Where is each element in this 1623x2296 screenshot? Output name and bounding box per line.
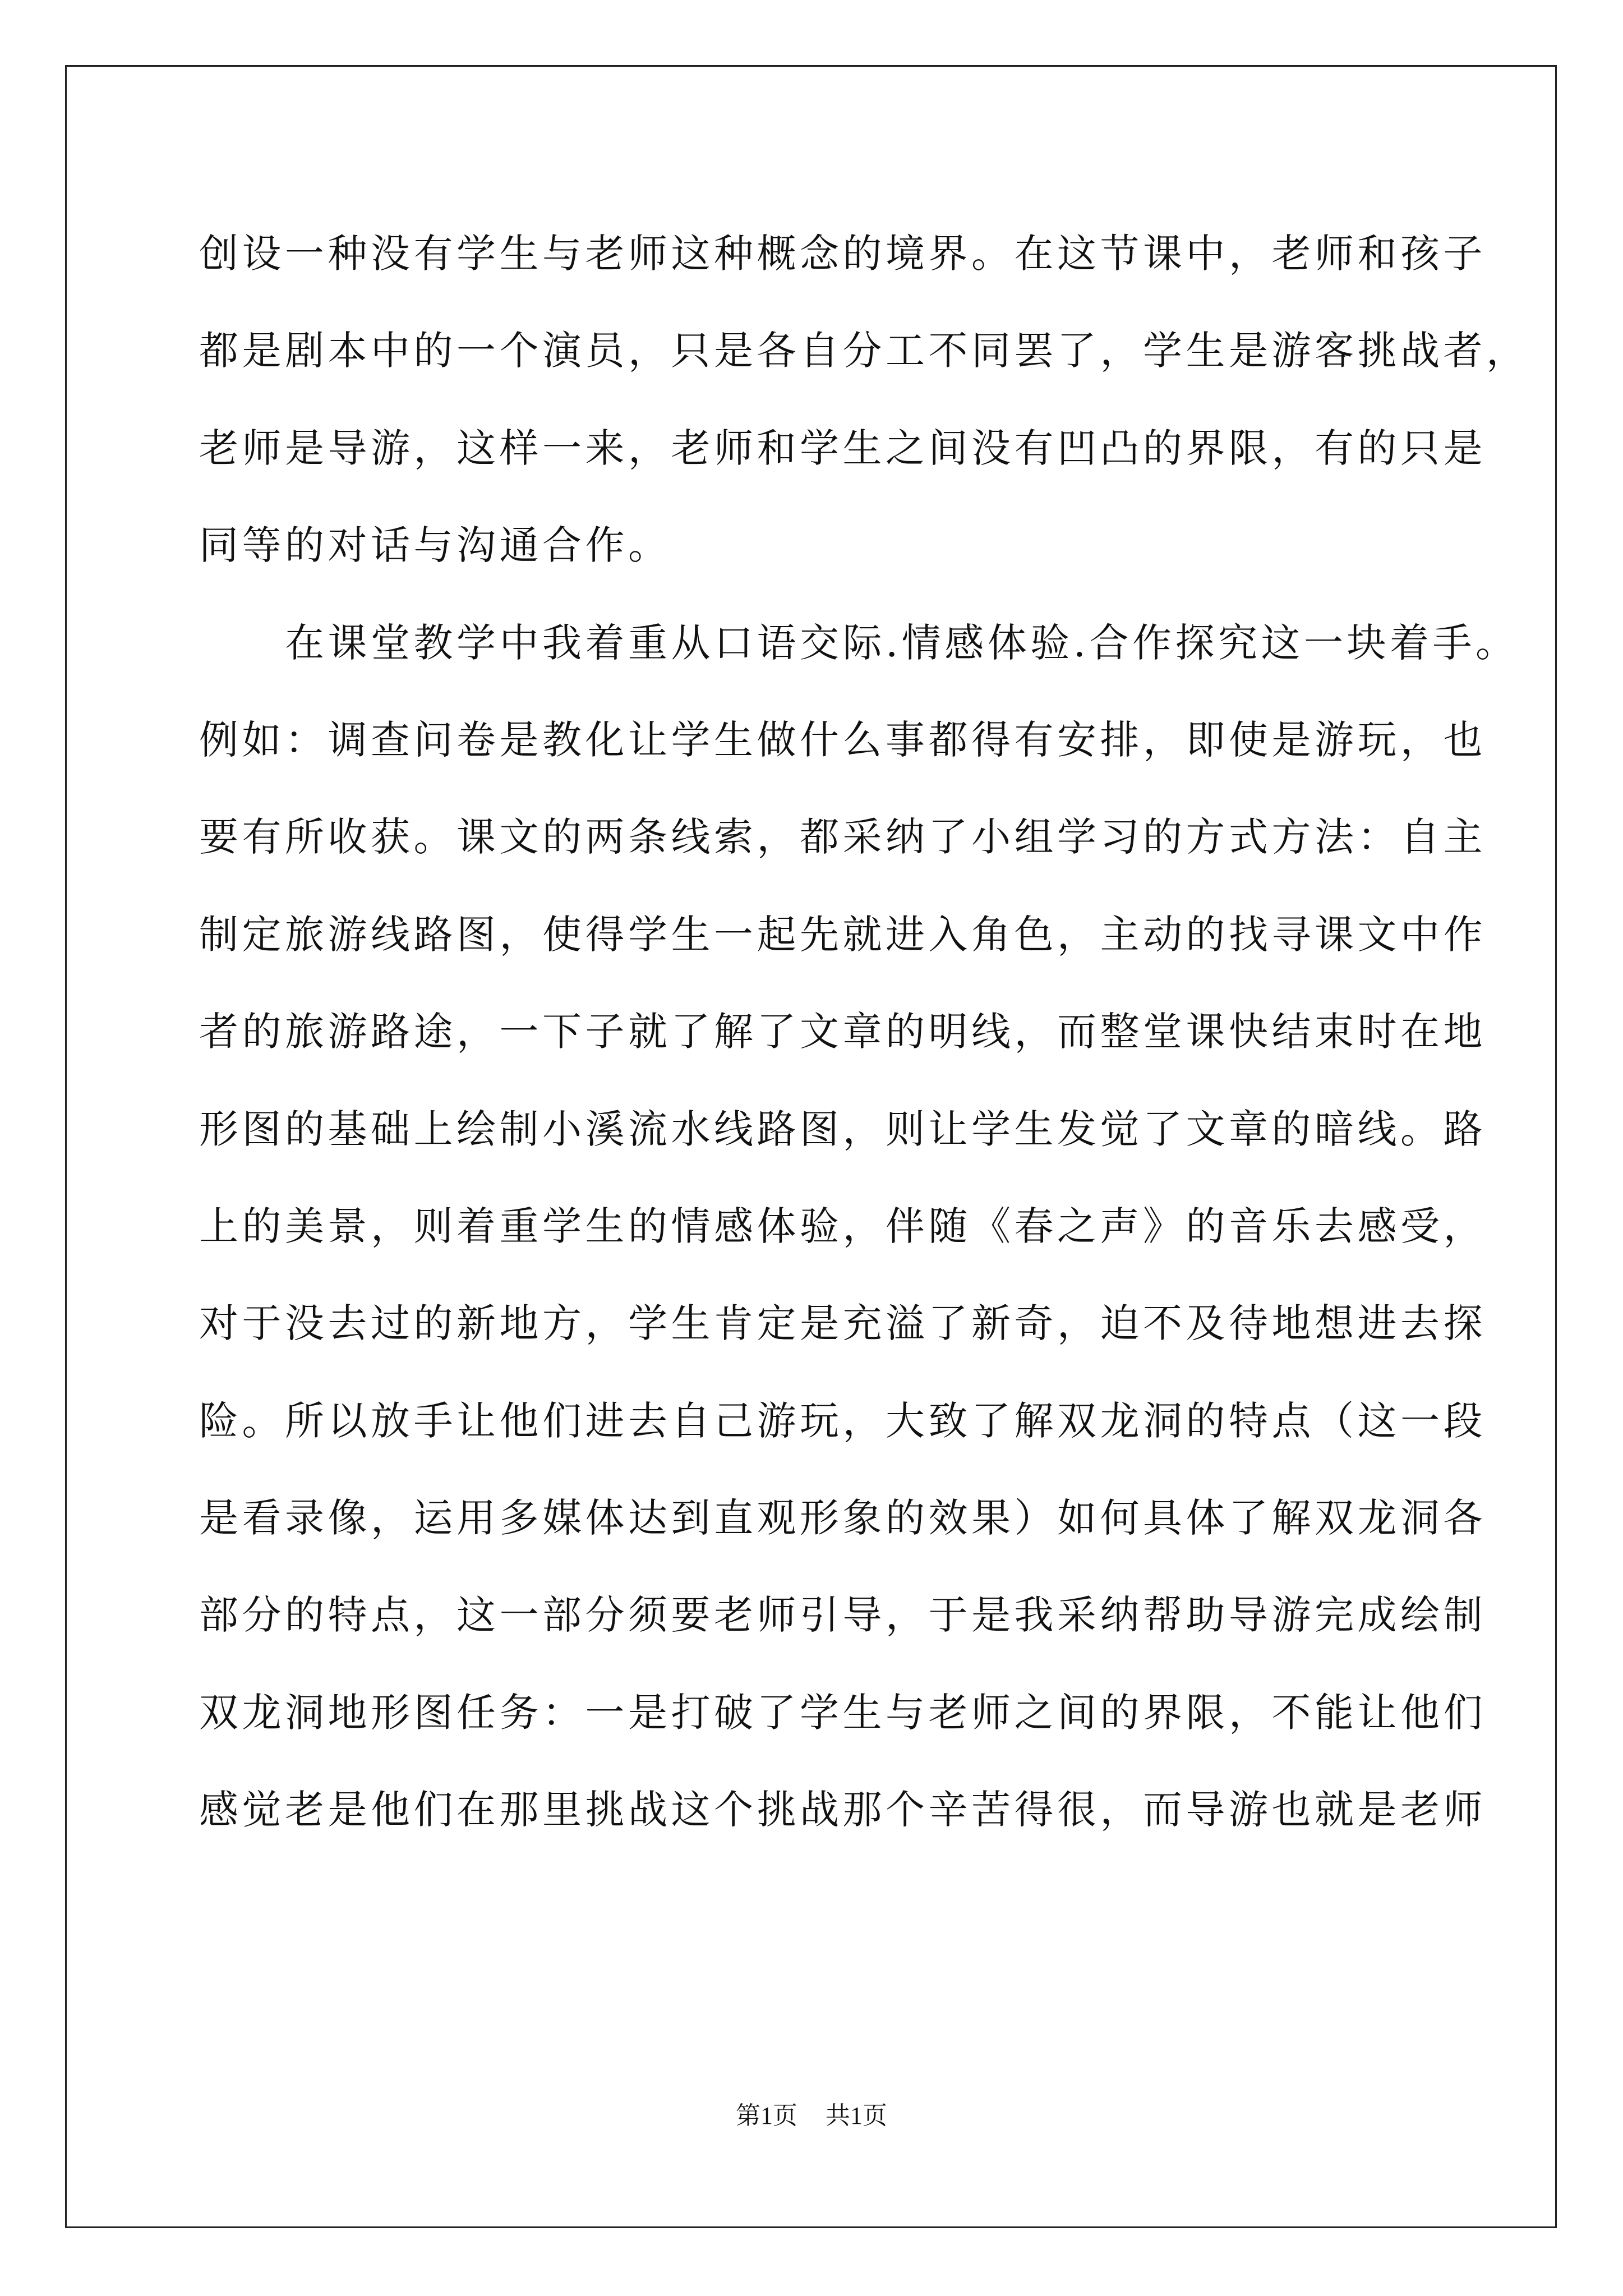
page-total: 共1页 — [826, 2102, 887, 2129]
text-line: 部分的特点，这一部分须要老师引导，于是我采纳帮助导游完成绘制 — [199, 1592, 1486, 1639]
text-line: 制定旅游线路图，使得学生一起先就进入角色，主动的找寻课文中作 — [199, 911, 1486, 958]
text-line: 感觉老是他们在那里挑战这个挑战那个辛苦得很，而导游也就是老师 — [199, 1787, 1486, 1833]
text-line: 上的美景，则着重学生的情感体验，伴随《春之声》的音乐去感受， — [199, 1203, 1486, 1249]
text-line: 例如：调查问卷是教化让学生做什么事都得有安排，即使是游玩，也 — [199, 716, 1486, 763]
text-line: 同等的对话与沟通合作。 — [199, 522, 671, 569]
text-line: 创设一种没有学生与老师这种概念的境界。在这节课中，老师和孩子 — [199, 231, 1486, 277]
text-line: 险。所以放手让他们进去自己游玩，大致了解双龙洞的特点（这一段 — [199, 1397, 1486, 1444]
page-number: 第1页 — [736, 2102, 797, 2129]
text-line: 形图的基础上绘制小溪流水线路图，则让学生发觉了文章的暗线。路 — [199, 1106, 1486, 1152]
page-footer — [0, 2095, 1623, 2131]
text-line: 是看录像，运用多媒体达到直观形象的效果）如何具体了解双龙洞各 — [199, 1495, 1486, 1542]
text-line: 双龙洞地形图任务：一是打破了学生与老师之间的界限，不能让他们 — [199, 1689, 1486, 1736]
text-line: 在课堂教学中我着重从口语交际.情感体验.合作探究这一块着手。 — [199, 619, 1519, 666]
text-line: 者的旅游路途，一下子就了解了文章的明线，而整堂课快结束时在地 — [199, 1009, 1486, 1055]
document-body — [199, 205, 1529, 1859]
text-line: 对于没去过的新地方，学生肯定是充溢了新奇，迫不及待地想进去探 — [199, 1300, 1486, 1347]
text-line: 都是剧本中的一个演员，只是各自分工不同罢了，学生是游客挑战者， — [199, 328, 1529, 374]
text-line: 老师是导游，这样一来，老师和学生之间没有凹凸的界限，有的只是 — [199, 425, 1486, 471]
text-line: 要有所收获。课文的两条线索，都采纳了小组学习的方式方法：自主 — [199, 814, 1486, 861]
